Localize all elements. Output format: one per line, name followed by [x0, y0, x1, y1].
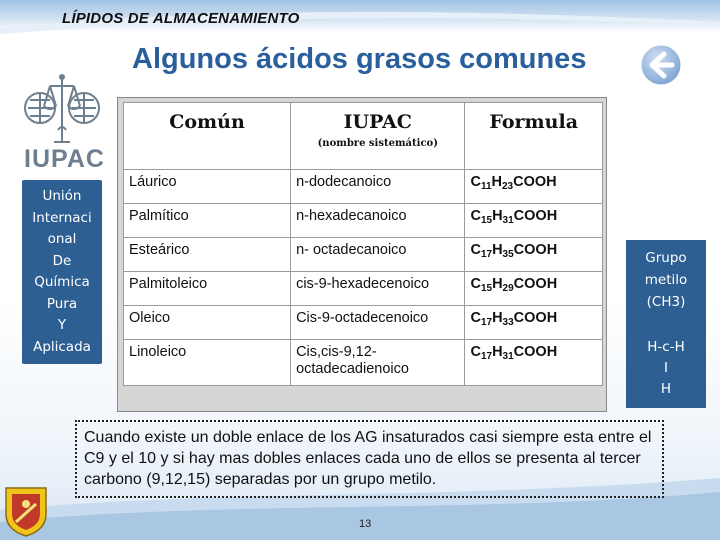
cell-common: Palmítico	[124, 204, 291, 238]
logo-text: IUPAC	[24, 145, 105, 173]
table-row	[124, 306, 603, 340]
cell-formula: $C_{11}H_{23}COOH$	[465, 170, 603, 204]
emblem-icon	[2, 484, 50, 538]
cell-iupac: n- octadecanoico	[291, 238, 465, 272]
fatty-acids-table-frame	[117, 97, 607, 412]
back-arrow-icon[interactable]	[638, 42, 684, 88]
header-iupac: IUPAC (nombre sistemático)	[291, 103, 465, 170]
header-iupac-sub: (nombre sistemático)	[317, 138, 438, 149]
side-right-text	[626, 247, 706, 313]
side-left-text	[22, 186, 102, 358]
table-row	[124, 170, 603, 204]
table-row	[124, 272, 603, 306]
cell-iupac: Cis-9-octadecenoico	[291, 306, 465, 340]
cell-formula: $C_{17}H_{35}COOH$	[465, 238, 603, 272]
cell-iupac: n-hexadecanoico	[291, 204, 465, 238]
cell-iupac: cis-9-hexadecenoico	[291, 272, 465, 306]
cell-common: Linoleico	[124, 340, 291, 386]
cell-iupac: Cis,cis-9,12-octadecadienoico	[291, 340, 465, 386]
fatty-acids-table	[123, 102, 603, 386]
methyl-formula-line: H-c-H	[647, 339, 685, 355]
methyl-formula-line: H	[660, 381, 672, 397]
cell-formula: $C_{17}H_{33}COOH$	[465, 306, 603, 340]
side-left-line: De	[52, 252, 72, 269]
side-left-line: Internaci	[32, 209, 92, 226]
side-left-line: Y	[57, 317, 67, 333]
side-right-line: metilo	[644, 272, 688, 288]
section-title: LÍPIDOS DE ALMACENAMIENTO	[62, 10, 300, 27]
side-left-line: Unión	[42, 188, 82, 204]
table-row	[124, 340, 603, 386]
cell-iupac: n-dodecanoico	[291, 170, 465, 204]
side-left-line: Pura	[46, 295, 78, 312]
side-left-line: Aplicada	[33, 338, 91, 355]
cell-common: Oleico	[124, 306, 291, 340]
cell-formula: $C_{15}H_{31}COOH$	[465, 204, 603, 238]
cell-common: Palmitoleico	[124, 272, 291, 306]
cell-formula: $C_{17}H_{31}COOH$	[465, 340, 603, 386]
cell-formula: $C_{15}H_{29}COOH$	[465, 272, 603, 306]
header-formula: Formula	[465, 103, 603, 170]
table-row	[124, 204, 603, 238]
page-number: 13	[359, 518, 372, 530]
header-common: Común	[124, 103, 291, 170]
table-header-row	[124, 103, 603, 170]
side-left-line: onal	[47, 231, 77, 247]
table-row	[124, 238, 603, 272]
cell-common: Esteárico	[124, 238, 291, 272]
methyl-formula	[626, 337, 706, 400]
note-text: Cuando existe un doble enlace de los AG insaturados casi siempre esta entre el C9 y el 10 y si hay mas dobles enlaces cada uno de ellos se presenta al tercer carbono (9,12,15) separadas por un grupo metilo.	[84, 429, 652, 488]
methyl-formula-line: I	[664, 360, 668, 376]
side-right-line: Grupo	[645, 250, 687, 266]
page-title: Algunos ácidos grasos comunes	[132, 43, 587, 75]
cell-common: Láurico	[124, 170, 291, 204]
side-left-line: Química	[34, 274, 90, 290]
side-right-line: (CH3)	[646, 294, 686, 310]
